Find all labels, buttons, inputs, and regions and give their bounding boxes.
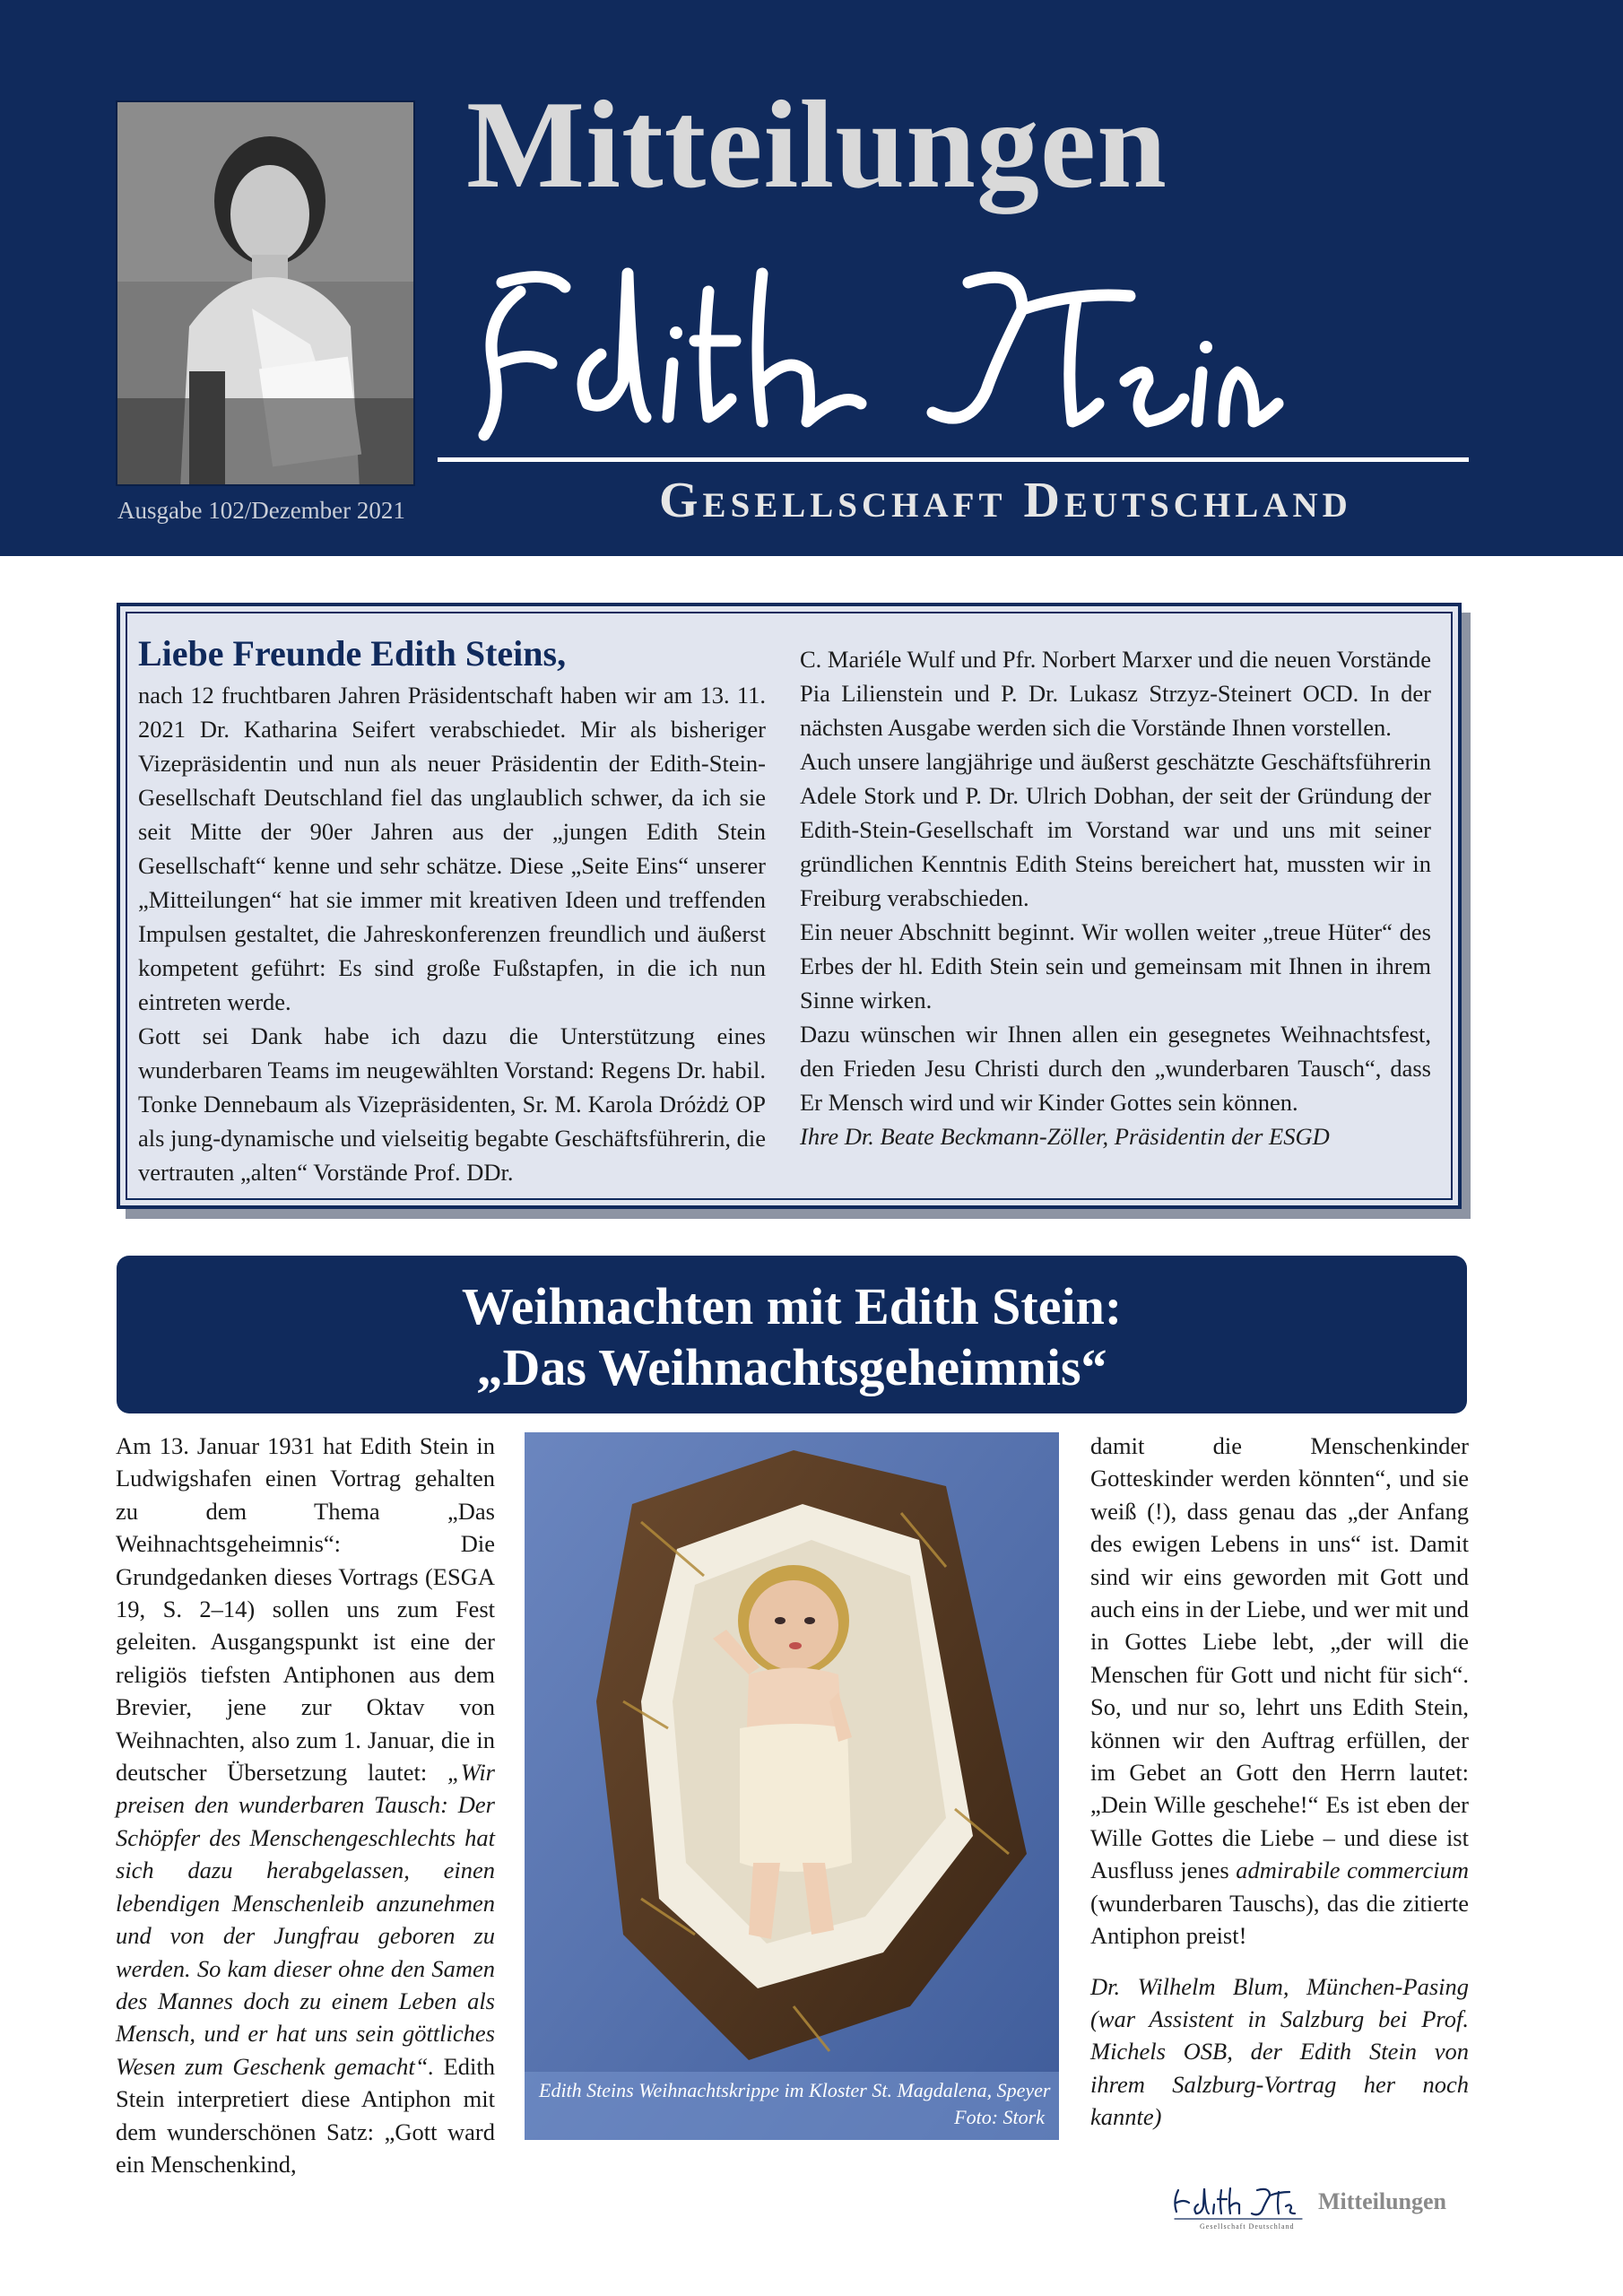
masthead-divider xyxy=(438,457,1469,462)
article-column-right xyxy=(1090,1430,1469,2134)
photo-caption-box xyxy=(525,2072,1059,2140)
letter-paragraph: C. Mariéle Wulf und Pfr. Norbert Marxer und die neuen Vorstände Pia Lilienstein und P. Dr. Lukasz Strzyz-Steinert OCD. In der nächsten Ausgabe werden sich die Vorstände Ihnen vorstellen. xyxy=(800,646,1431,741)
photo-caption: Edith Steins Weihnachtskrippe im Kloster St. Magdalena, Speyer xyxy=(539,2079,1051,2101)
article-author: Dr. Wilhelm Blum, München-Pasing (war Assistent in Salzburg bei Prof. Michels OSB, der Edith Stein von ihrem Salzburg-Vortrag her noch kannte) xyxy=(1090,1972,1469,2131)
letter-column-left xyxy=(138,631,766,1189)
article-title-line-1: Weihnachten mit Edith Stein: xyxy=(461,1277,1123,1335)
antiphon-quote: „Wir preisen den wunderbaren Tausch: Der Schöpfer des Menschengeschlechts hat sich dazu herabgelassen, einen lebendigen Menschenleib anzunehmen und von der Jungfrau geboren zu werden. So kam dieser ohne den Samen des Mannes doch zu einem Leben als Mensch, und er hat uns sein göttliches Wesen zum Geschenk gemacht“. xyxy=(116,1759,495,2080)
edith-stein-signature xyxy=(466,256,1291,457)
letter-signoff: Ihre Dr. Beate Beckmann-Zöller, Präsidentin der ESGD xyxy=(800,1123,1330,1150)
letter-paragraph: Gott sei Dank habe ich dazu die Unterstützung eines wunderbaren Teams im neugewählten Vorstand: Regens Dr. habil. Tonke Dennebaum als Vizepräsidenten, Sr. M. Karola Dróżdż OP als jung-dynamische und vielseitig begabte Geschäftsführerin, die vertrauten „alten“ Vorstände Prof. DDr. xyxy=(138,1022,766,1186)
issue-label: Ausgabe 102/Dezember 2021 xyxy=(117,497,405,524)
masthead xyxy=(0,0,1623,556)
letter-paragraph: Ein neuer Abschnitt beginnt. Wir wollen weiter „treue Hüter“ des Erbes der hl. Edith Stein sein und gemeinsam mit Ihnen in ihrem Sinne wirken. xyxy=(800,918,1431,1013)
letter-paragraph: nach 12 fruchtbaren Jahren Präsidentschaft haben wir am 13. 11. 2021 Dr. Katharina Seifert verabschiedet. Mir als bisheriger Vizepräsidentin und nun als neuer Präsidentin der Edith-Stein-Gesellschaft Deutschland fiel das unglaublich schwer, da ich sie seit Mitte der 90er Jahren aus der „jungen Edith Stein Gesellschaft“ kenne und sehr schätze. Diese „Seite Eins“ unserer „Mitteilungen“ hat sie immer mit kreativen Ideen und treffenden Impulsen gestaltet, die Jahreskonferenzen freundlich und äußerst kompetent geführt: Es sind große Fußstapfen, in die ich nun eintreten werde. xyxy=(138,682,766,1015)
article-paragraph xyxy=(116,1430,495,2180)
article-outro-text: Edith Stein interpretiert diese Antiphon mit dem wunderschönen Satz: „Gott ward ein Menschenkind, xyxy=(116,2052,495,2178)
latin-phrase: admirabile commercium xyxy=(1236,1857,1469,1884)
masthead-title: Mitteilungen xyxy=(466,75,1167,214)
edith-stein-portrait-photo xyxy=(116,100,415,486)
letter-paragraph: Dazu wünschen wir Ihnen allen ein gesegnetes Weihnachtsfest, den Frieden Jesu Christi durch den „wunderbaren Tausch“, dass Er Mensch wird und wir Kinder Gottes sein können. xyxy=(800,1021,1431,1116)
article-text: damit die Menschenkinder Gotteskinder werden könnten“, und sie weiß (!), dass genau das „der Anfang des ewigen Lebens in uns“ ist. Damit sind wir eins geworden mit Gott und auch eins in der Liebe, und wer mit und in Gottes Liebe lebt, „der will die Menschen für Gott und nicht für sich“. So, und nur so, lehrt uns Edith Stein, können wir den Auftrag erfüllen, der im Gebet an Gott den Herrn lautet: „Dein Wille geschehe!“ Es ist eben der Wille Gottes die Liebe – und diese ist Ausfluss jenes xyxy=(1090,1432,1469,1884)
letter-heading: Liebe Freunde Edith Steins, xyxy=(138,633,567,674)
article-title-banner xyxy=(117,1256,1467,1413)
letter-paragraph: Auch unsere langjährige und äußerst geschätzte Geschäftsführerin Adele Stork und P. Dr. Ulrich Dobhan, der seit der Gründung der Edith-Stein-Gesellschaft im Vorstand war und uns mit seiner gründlichen Kenntnis Edith Steins bereichert hat, mussten wir in Freiburg verabschieden. xyxy=(800,748,1431,911)
footer-label: Mitteilungen xyxy=(1318,2188,1446,2214)
footer-signature-logo xyxy=(1171,2181,1306,2222)
article-intro-text: Am 13. Januar 1931 hat Edith Stein in Ludwigshafen einen Vortrag gehalten zu dem Thema „Das Weihnachtsgeheimnis“: Die Grundgedanken dieses Vortrags (ESGA 19, S. 2–14) sollen uns zum Fest geleiten. Ausgangspunkt ist eine der religiös tiefsten Antiphonen aus dem Brevier, jene zur Oktav von Weihnachten, also zum 1. Januar, die in deutscher Übersetzung lautet: xyxy=(116,1432,495,1787)
letter-column-right xyxy=(800,642,1431,1153)
article-column-left xyxy=(116,1430,495,2180)
editorial-letter-box xyxy=(117,603,1462,1209)
masthead-subtitle: Gesellschaft Deutschland xyxy=(659,473,1352,528)
article-text: (wunderbaren Tauschs), das die zitierte Antiphon preist! xyxy=(1090,1889,1469,1950)
footer-small-text: Gesellschaft Deutschland xyxy=(1200,2222,1295,2231)
article-title-line-2: „Das Weihnachtsgeheimnis“ xyxy=(476,1338,1107,1396)
nativity-crib-photo xyxy=(525,1432,1059,2140)
photo-credit: Foto: Stork xyxy=(954,2106,1045,2128)
article-paragraph xyxy=(1090,1430,1469,1952)
